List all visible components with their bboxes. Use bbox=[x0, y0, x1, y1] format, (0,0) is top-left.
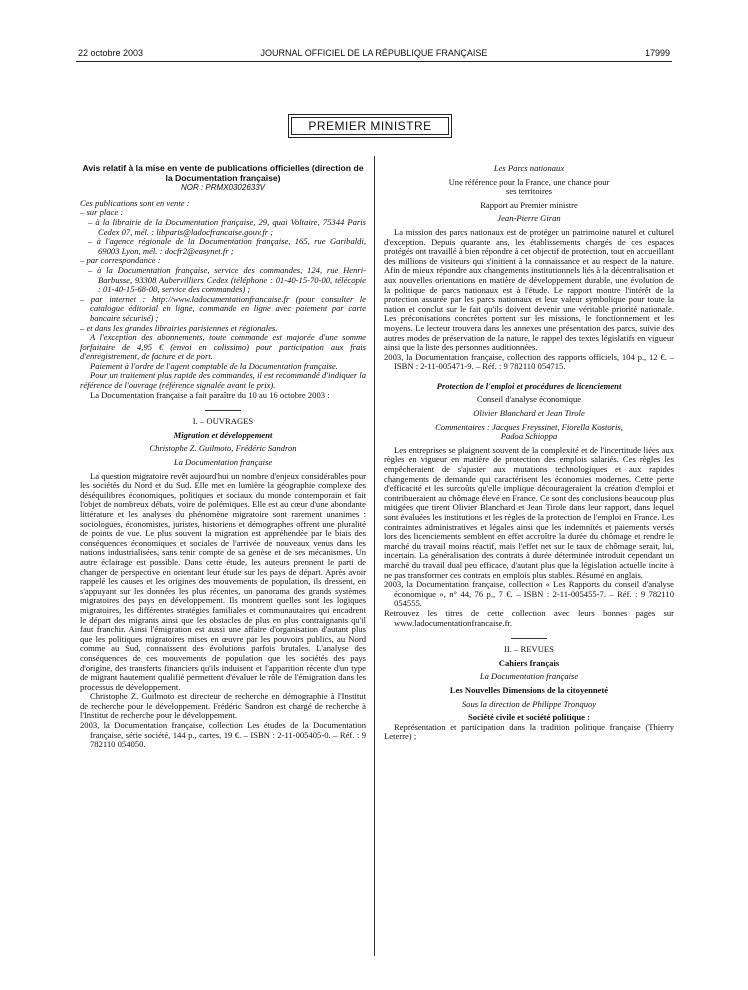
sur-place-label: – sur place : bbox=[80, 207, 124, 218]
migration-body: La question migratoire revêt aujourd'hui un nombre d'enjeux considérables pour les sociétés du Nord et du Sud. Elle met en lumière la géographie complexe des déséquilibres économiques, politiques et sociaux du monde contemporain et fait l'objet de nombreux débats, voire de polémiques. Elle est au cœur d'une abondante littérature et les analyses du phénomène migratoire sont rarement unanimes : sociologues, économistes, juristes, historiens et démographes offrent une pluralité de points de vue. Le plus souvent la migration est appréhendée par le biais des conséquences économiques et sociales de l'arrivée de nouveaux venus dans les nations industrialisées, sans tenir compte de sa genèse et de ses mécanismes. Un autre éclairage est possible. Dans cette étude, les auteurs prennent le parti de changer de perspective en orientant leur étude sur les pays de départ. Après avoir rappelé les causes et les origines des mouvements de population, ils dressent, en s'appuyant sur les données les plus récentes, un panorama des grands systèmes migratoires des pays en développement. Ils montrent quelles sont les logiques migratoires, les différentes stratégies familiales et communautaires qui encadrent le départ des migrants ainsi que les obstacles de plus en plus contraignants qu'il faut franchir. Ainsi l'émigration est aussi une affaire d'organisation d'autant plus que les politiques migratoires mises en œuvre par les pouvoirs publics, au Nord comme au Sud, connaissent des évolutions parfois brutales. L'analyse des conséquences de ces mouvements de population que les sociétés des pays d'origine, des transferts financiers qu'ils induisent et l'apparition récente d'un type de migrant hautement qualifié permettent d'évaluer le rôle de l'émigration dans les processus de développement. bbox=[80, 470, 366, 692]
cahiers-publisher: La Documentation française bbox=[479, 671, 579, 682]
nor-reference: NOR : PRMX0302633V bbox=[180, 183, 266, 193]
agence-item: – à l'agence régionale de la Documentation française, 165, rue Garibaldi, 69003 Lyon, mél. : docfr2@easynet.fr ; bbox=[88, 236, 366, 256]
internet-item: – par internet : http://www.ladocumentationfrancaise.fr (pour consulter le catalogue éditorial en ligne, commande en ligne avec paiement par carte bancaire sécurisé) ; bbox=[80, 293, 366, 323]
librairies-item: – et dans les grandes librairies parisiennes et régionales. bbox=[80, 322, 278, 333]
avis-title: Avis relatif à la mise en vente de publications officielles (direction de la Documentation française) bbox=[82, 163, 364, 183]
parcs-subtitle: Une référence pour la France, une chance pour ses territoires bbox=[448, 176, 610, 197]
section-box bbox=[288, 114, 452, 138]
parcs-report: Rapport au Premier ministre bbox=[480, 199, 578, 210]
exception-text: A l'exception des abonnements, toute commande est majorée d'une somme forfaitaire de 4,95 € (envoi en colissimo) pour participation aux frais d'enregistrement, de facture et de port. bbox=[80, 332, 366, 362]
intro-text: Ces publications sont en vente : bbox=[80, 197, 190, 208]
ouvrages-heading: I. – OUVRAGES bbox=[192, 416, 254, 427]
cahiers-issue: Les Nouvelles Dimensions de la citoyenneté bbox=[449, 684, 609, 695]
emploi-org: Conseil d'analyse économique bbox=[476, 394, 582, 405]
service-item: – à la Documentation française, service des commandes, 124, rue Henri-Barbusse, 93308 Aubervilliers Cedex (téléphone : 01-40-15-70-00, télécopie : 01-40-15-68-00, service des commandes) ; bbox=[88, 264, 366, 295]
parcs-reference: 2003, la Documentation française, collection des rapports officiels, 104 p., 12 €. – ISBN : 2-11-005471-9. – Réf. : 9 782110 054715. bbox=[384, 351, 674, 372]
parcs-body: La mission des parcs nationaux est de protéger un patrimoine naturel et culturel d'exception. Depuis quarante ans, les établissements chargés de ces espaces protégés ont travaillé à bien répondre à cet objectif de protection, tout en accueillant des millions de visiteurs qui s'initient à la connaissance et au respect de la nature. Afin de mieux répondre aux changements institutionnels liés à la décentralisation et aux nouvelles orientations en matière de développement durable, une évolution de la politique de parcs nationaux est à l'étude. Le rapport montre l'intérêt de la protection assurée par les parcs nationaux et leur valeur symbolique pour toute la nation et conclut sur le fait qu'ils doivent devenir une véritable priorité nationale. Les préconisations concrètes portent sur les missions, le fonctionnement et les moyens. Le lecteur trouvera dans les annexes une présentation des parcs, suivie des autres modes de préservation de la nature, le rappel des textes législatifs en vigueur ainsi que la liste des personnes auditionnées. bbox=[384, 226, 674, 353]
header-date: 22 octobre 2003 bbox=[78, 48, 144, 58]
librairie-item: – à la librairie de la Documentation française, 29, quai Voltaire, 75344 Paris Cedex 07, mél. : libparis@ladocfrancaise.gouv.fr ; bbox=[88, 216, 366, 237]
emploi-comments: Commentaires : Jacques Freyssinet, Fiorella Kostoris, Padoa Schioppa bbox=[435, 421, 623, 442]
retrouvez-text: Retrouvez les titres de cette collection avec leurs bonnes pages sur www.ladocumentationfrancaise.fr. bbox=[384, 607, 674, 628]
cahiers-direction: Sous la direction de Philippe Tronquoy bbox=[461, 698, 597, 709]
cahiers-title: Cahiers français bbox=[498, 657, 560, 668]
traitement-text: Pour un traitement plus rapide des commandes, il est recommandé d'indiquer la référence de l'ouvrage (référence signalée avant le prix). bbox=[80, 370, 367, 391]
migration-publisher: La Documentation française bbox=[173, 457, 273, 468]
parution-text: La Documentation française a fait paraître du 10 au 16 octobre 2003 : bbox=[90, 389, 330, 400]
migration-authors: Christophe Z. Guilmoto, Frédéric Sandron bbox=[149, 443, 297, 454]
parcs-author: Jean-Pierre Giran bbox=[497, 213, 561, 224]
revues-heading: II. – REVUES bbox=[504, 644, 554, 655]
section-box-label: PREMIER MINISTRE bbox=[308, 119, 432, 133]
right-column bbox=[384, 164, 674, 742]
parcs-title: Les Parcs nationaux bbox=[493, 163, 565, 173]
emploi-title: Protection de l'emploi et procédures de licenciement bbox=[436, 380, 622, 391]
emploi-body: Les entreprises se plaignent souvent de la complexité et de l'incertitude liées aux règles en vigueur en matière de protection des emplois salariés. Ces règles les empêcheraient de s'ajuster aux mutations technologiques et aux rapides changements de demande qui caractérisent les économies modernes. Cette perte d'efficacité et les surcoûts qu'elle implique décourageraient la création d'emploi et contribueraient au chômage élevé en France. Ce sont des conclusions beaucoup plus mitigées que tirent Olivier Blanchard et Jean Tirole dans leur rapport, dans lequel sont évaluées les institutions et les règles de la protection de l'emploi en France. Les contraintes administratives et légales ainsi que les indemnités et paiements versés lors des licenciements semblent en effet accroître la durée du chômage et rendre le marché du travail moins réactif, mais l'effet net sur le taux de chômage serait, lui, incertain. La généralisation des contrats à durée déterminée introduit cependant un marché du travail dual peu efficace, d'autant plus que la législation actuelle incite à ne pas transformer ces contrats en emplois plus stables. Résumé en anglais. bbox=[384, 444, 674, 580]
column-divider bbox=[374, 156, 375, 956]
header-title: JOURNAL OFFICIEL DE LA RÉPUBLIQUE FRANÇAISE bbox=[260, 48, 488, 58]
header-page-number: 17999 bbox=[644, 48, 670, 58]
cahiers-item: Représentation et participation dans la tradition politique française (Thierry Leterre) ; bbox=[384, 721, 674, 742]
correspondance-label: – par correspondance : bbox=[80, 255, 161, 266]
emploi-authors: Olivier Blanchard et Jean Tirole bbox=[473, 408, 585, 419]
cahiers-section: Société civile et société politique : bbox=[468, 712, 590, 723]
header-rule bbox=[76, 61, 672, 62]
emploi-reference: 2003, la Documentation française, collection « Les Rapports du conseil d'analyse économique », n° 44, 76 p., 7 €. – ISBN : 2-11-005455-7. – Réf. : 9 782110 054555. bbox=[384, 579, 674, 609]
migration-bio: Christophe Z. Guilmoto est directeur de recherche en démographie à l'Institut de recherche pour le développement. Frédéric Sandron est chargé de recherche à l'Institut de recherche pour le développement. bbox=[80, 691, 366, 721]
paiement-text: Paiement à l'ordre de l'agent comptable de la Documentation française. bbox=[90, 360, 338, 371]
migration-title: Migration et développement bbox=[173, 429, 273, 440]
left-column bbox=[80, 164, 366, 750]
migration-reference: 2003, la Documentation française, collection Les études de la Documentation française, série société, 144 p., cartes, 19 €. – ISBN : 2-11-005405-0. – Réf. : 9 782110 054050. bbox=[80, 720, 366, 750]
